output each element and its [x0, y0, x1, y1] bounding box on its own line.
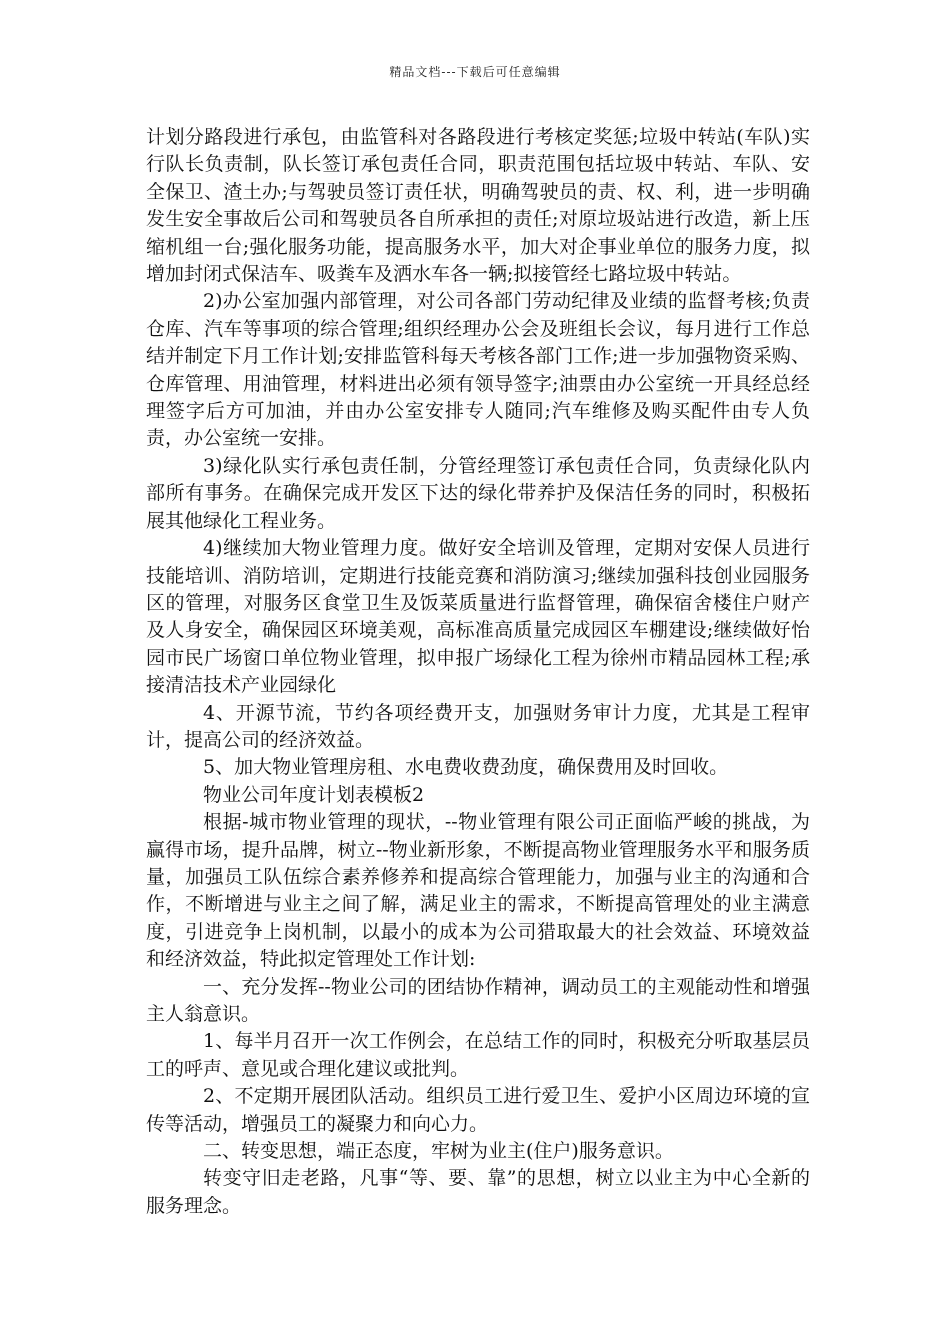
paragraph-2: 2)办公室加强内部管理，对公司各部门劳动纪律及业绩的监督考核;负责仓库、汽车等事项的综合管理;组织经理办公会及班组长会议，每月进行工作总结并制定下月工作计划;安排监管科每天考核各部门工作;进一步加强物资采购、仓库管理、用油管理，材料进出必须有领导签字;油票由办公室统一开具经总经理签字后方可加油，并由办公室安排专人随同;汽车维修及购买配件由专人负责，办公室统一安排。 — [146, 290, 810, 450]
paragraph-1: 计划分路段进行承包，由监管科对各路段进行考核定奖惩;垃圾中转站(车队)实行队长负责制，队长签订承包责任合同，职责范围包括垃圾中转站、车队、安全保卫、渣土办;与驾驶员签订责任状，明确驾驶员的责、权、利，进一步明确发生安全事故后公司和驾驶员各自所承担的责任;对原垃圾站进行改造，新上压缩机组一台;强化服务功能，提高服务水平，加大对企事业单位的服务力度，拟增加封闭式保洁车、吸粪车及洒水车各一辆;拟接管经七路垃圾中转站。 — [146, 126, 810, 286]
paragraph-10: 1、每半月召开一次工作例会，在总结工作的同时，积极充分听取基层员工的呼声、意见或合理化建议或批判。 — [146, 1030, 810, 1080]
paragraph-12: 二、转变思想，端正态度，牢树为业主(住户)服务意识。 — [203, 1140, 674, 1163]
paragraph-4: 4)继续加大物业管理力度。做好安全培训及管理，定期对安保人员进行技能培训、消防培训，定期进行技能竞赛和消防演习;继续加强科技创业园服务区的管理，对服务区食堂卫生及饭菜质量进行监督管理，确保宿舍楼住户财产及人身安全，确保园区环境美观，高标准高质量完成园区车棚建设;继续做好怡园市民广场窗口单位物业管理，拟申报广场绿化工程为徐州市精品园林工程;承接清洁技术产业园绿化 — [146, 537, 810, 697]
paragraph-8: 根据-城市物业管理的现状，--物业管理有限公司正面临严峻的挑战，为赢得市场，提升品牌，树立--物业新形象，不断提高物业管理服务水平和服务质量，加强员工队伍综合素养修养和提高综合管理能力，加强与业主的沟通和合作，不断增进与业主之间了解，满足业主的需求，不断提高管理处的业主满意度，引进竞争上岗机制，以最小的成本为公司猎取最大的社会效益、环境效益和经济效益，特此拟定管理处工作计划: — [146, 811, 810, 971]
paragraph-5: 4、开源节流，节约各项经费开支，加强财务审计力度，尤其是工程审计，提高公司的经济效益。 — [146, 701, 810, 751]
paragraph-11: 2、不定期开展团队活动。组织员工进行爱卫生、爱护小区周边环境的宣传等活动，增强员工的凝聚力和向心力。 — [146, 1085, 810, 1135]
paragraph-13: 转变守旧走老路，凡事“等、要、靠”的思想，树立以业主为中心全新的服务理念。 — [146, 1167, 810, 1217]
paragraph-9: 一、充分发挥--物业公司的团结协作精神，调动员工的主观能动性和增强主人翁意识。 — [146, 975, 810, 1025]
page-header: 精品文档---下载后可任意编辑 — [389, 65, 561, 79]
paragraph-3: 3)绿化队实行承包责任制，分管经理签订承包责任合同，负责绿化队内部所有事务。在确保完成开发区下达的绿化带养护及保洁任务的同时，积极拓展其他绿化工程业务。 — [146, 454, 810, 532]
document-body — [146, 124, 810, 1220]
section-heading: 物业公司年度计划表模板2 — [203, 783, 425, 806]
paragraph-6: 5、加大物业管理房租、水电费收费劲度，确保费用及时回收。 — [203, 756, 729, 779]
